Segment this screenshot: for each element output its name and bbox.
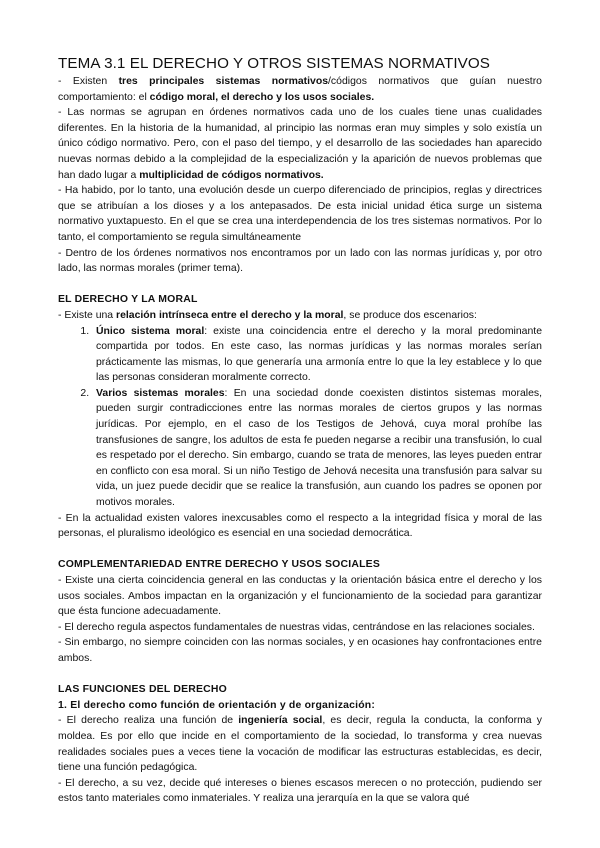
section-lead	[58, 308, 542, 324]
page-title: TEMA 3.1 EL DERECHO Y OTROS SISTEMAS NORMATIVOS	[58, 55, 491, 72]
bold-text: Único sistema moral	[96, 325, 205, 337]
text-run: /códigos normativos que guían nuestro comportamiento: el	[58, 76, 542, 103]
section-paragraph: - Sin embargo, no siempre coinciden con las normas sociales, y en ocasiones hay confrontaciones entre ambos.	[58, 637, 542, 664]
section-paragraph	[58, 776, 542, 807]
intro-paragraph	[58, 183, 542, 245]
text-run: : existe una coincidencia entre el derecho y la moral predominante compartida por todos. En este caso, las normas jurídicas y las normas morales serían prácticamente las mismas, lo que generaría una armonía entre lo que la ley establece y lo que las personas consideran moralmente correcto.	[96, 325, 542, 384]
section-subheading: 1. El derecho como función de orientación y de organización:	[58, 699, 376, 711]
text-run: - Dentro de los órdenes normativos nos encontramos por un lado con las normas jurídicas y, por otro lado, las normas morales (primer tema).	[58, 247, 542, 275]
text-run: - Existen	[58, 76, 119, 87]
bold-text: código moral, el derecho y los usos sociales.	[149, 91, 375, 103]
section-usos-sociales	[58, 557, 542, 666]
text-run: - El derecho realiza una función de	[58, 715, 239, 727]
section-paragraph: - El derecho regula aspectos fundamentales de nuestras vidas, centrándose en las relaciones sociales.	[58, 621, 535, 633]
bold-text: tres principales sistemas normativos	[118, 76, 329, 87]
list-item	[92, 324, 542, 386]
bold-text: ingeniería social	[238, 715, 323, 727]
scenario-list	[58, 324, 542, 511]
text-run: , se produce dos escenarios:	[343, 309, 477, 321]
text-run: - Existe una	[58, 309, 117, 321]
section-closing: - En la actualidad existen valores inexcusables como el respecto a la integridad física y moral de las personas, el pluralismo ideológico es esencial en una sociedad democrática.	[58, 512, 542, 540]
section-paragraph	[58, 713, 542, 775]
section-heading: COMPLEMENTARIEDAD ENTRE DERECHO Y USOS SOCIALES	[58, 559, 380, 571]
intro-paragraph	[58, 246, 542, 277]
intro-block	[58, 74, 542, 277]
bold-text: relación intrínseca entre el derecho y la moral	[116, 309, 344, 321]
text-run: - Las normas se agrupan en órdenes normativos cada uno de los cuales tiene unas cualidades diferentes. En la historia de la humanidad, al principio las normas eran muy simples y solo existía un único código normativo. Pero, con el paso del tiempo, y el desarrollo de las sociedades han aparecido nuevas normas debido a la complejidad de la especialización y la aparición de nuevos problemas que han dado lugar a	[58, 107, 542, 181]
intro-paragraph	[58, 74, 542, 105]
list-item	[92, 386, 542, 511]
bold-text: Varios sistemas morales	[96, 387, 225, 399]
section-heading: EL DERECHO Y LA MORAL	[58, 294, 198, 306]
bold-text: multiplicidad de códigos normativos.	[139, 169, 324, 181]
intro-paragraph	[58, 105, 542, 183]
section-paragraph: - Existe una cierta coincidencia general en las conductas y la orientación básica entre el derecho y los usos sociales. Ambos impactan en la organización y el funcionamiento de la sociedad para garantizar que ésta funcione adecuadamente.	[58, 575, 542, 618]
section-funciones	[58, 682, 542, 807]
section-derecho-moral	[58, 292, 542, 542]
text-run: : En una sociedad donde coexisten distintos sistemas morales, pueden surgir contradicciones entre las normas morales de ciertos grupos y las normas jurídicas. Por ejemplo, en el caso de los Testigos de Jehová, cuya moral prohíbe las transfusiones de sangre, los adultos de esta fe pueden negarse a recibir una transfusión, lo cual es respetado por el derecho. Sin embargo, cuando se trata de menores, las leyes pueden entrar en conflicto con esa moral. Si un niño Testigo de Jehová necesita una transfusión para salvar su vida, un juez puede decidir que se realice la transfusión, aun cuando los padres se oponen por motivos morales.	[96, 387, 542, 509]
text-run: - El derecho, a su vez, decide qué intereses o bienes escasos merecen o no protección, pudiendo ser estos tanto materiales como inmateriales. Y realiza una jerarquía en la que se valora qué	[58, 777, 542, 805]
text-run: , es decir, regula la conducta, la conforma y moldea. Es por ello que incide en el comportamiento de la sociedad, lo transforma y crea nuevas realidades sociales pues a veces tiene la vocación de modificar las estructuras establecidas, es decir, tiene una función pedagógica.	[58, 715, 542, 774]
section-heading: LAS FUNCIONES DEL DERECHO	[58, 684, 227, 696]
text-run: - Ha habido, por lo tanto, una evolución desde un cuerpo diferenciado de principios, reglas y directrices que se atribuían a los dioses y a los antepasados. De esta inicial unidad ética surge un sistema normativo yuxtapuesto. En el que se crea una interdependencia de los tres sistemas normativos. Por lo tanto, el comportamiento se regula simultáneamente	[58, 185, 542, 243]
